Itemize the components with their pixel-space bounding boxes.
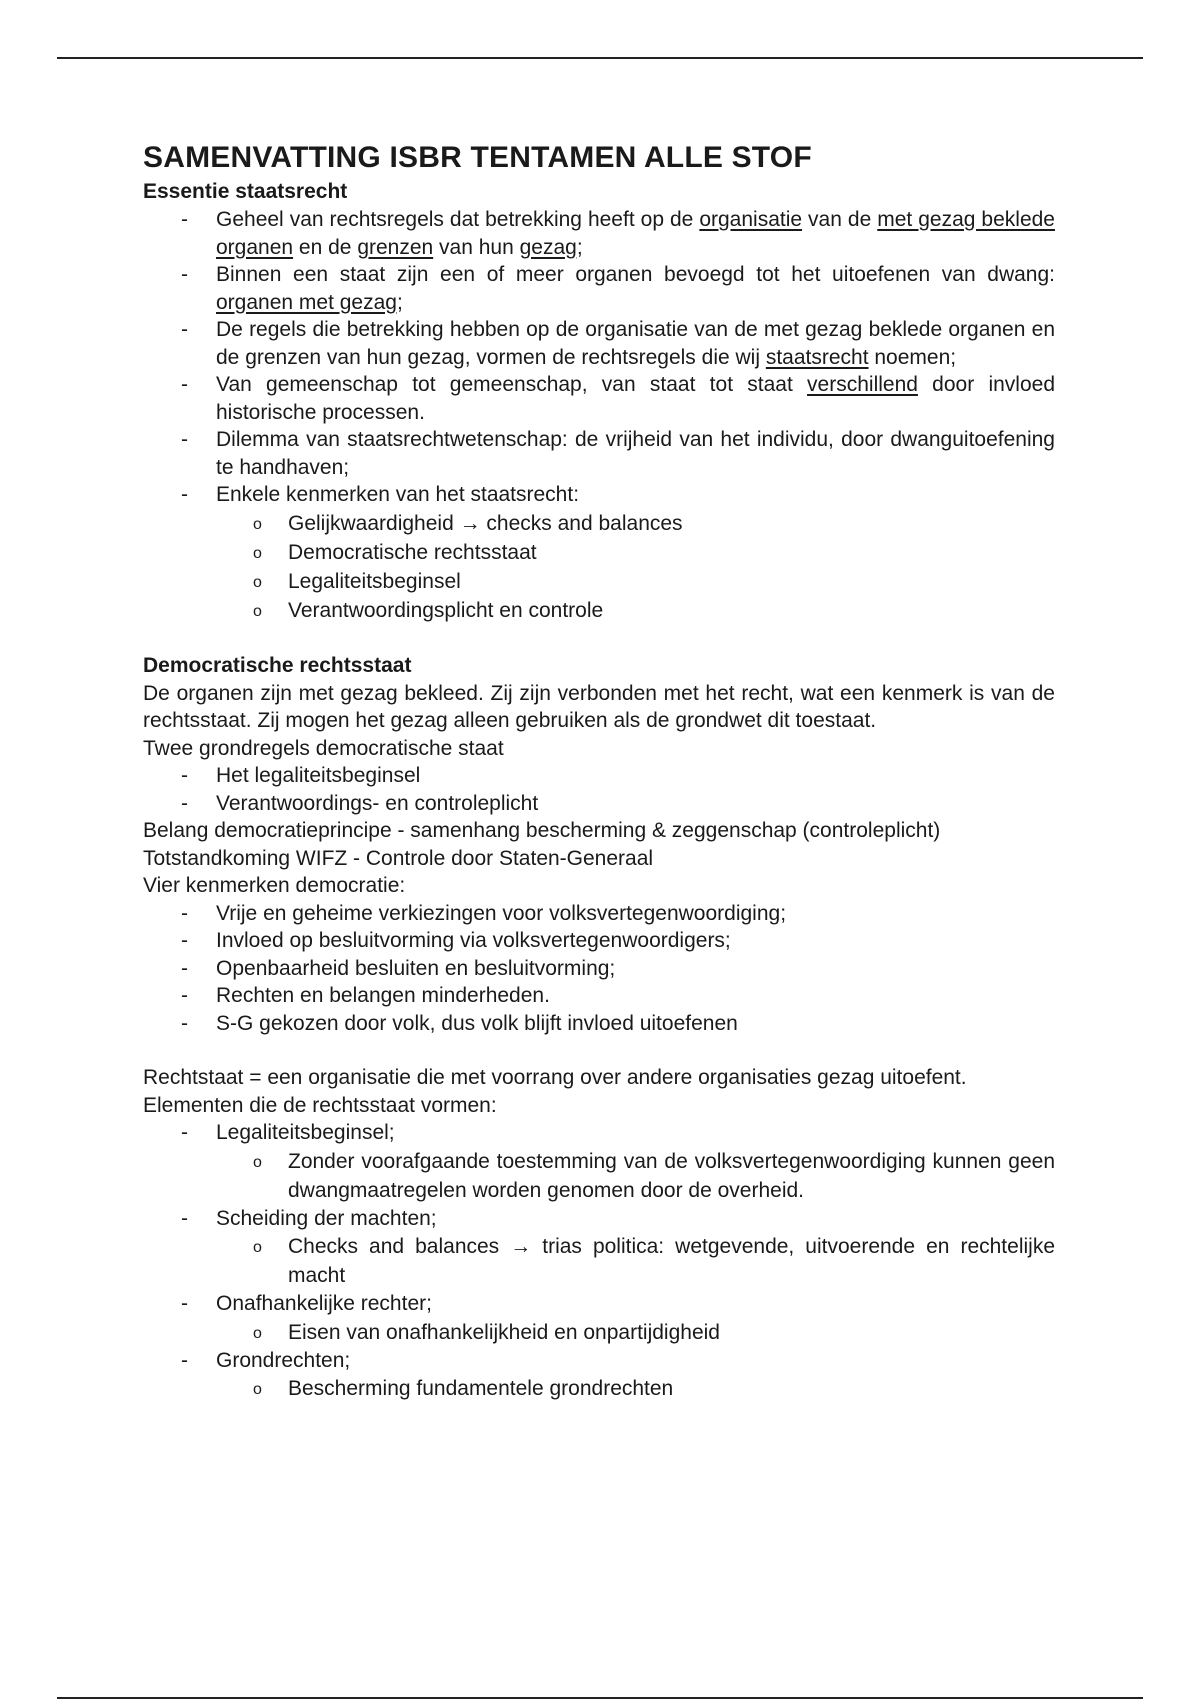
dash-bullet: - <box>181 428 188 451</box>
spacer <box>143 625 1055 652</box>
dash-bullet: - <box>181 929 188 952</box>
sublist-item: o Checks and balances → trias politica: wetgevende, uitvoerende en rechtelijke macht <box>253 1235 1055 1287</box>
paragraph: Vier kenmerken democratie: <box>143 874 406 897</box>
circle-bullet: o <box>253 1324 262 1342</box>
underlined-term: gezag <box>519 235 577 259</box>
paragraph: Twee grondregels democratische staat <box>143 736 504 760</box>
dash-bullet: - <box>181 208 188 231</box>
list-item: - S-G gekozen door volk, dus volk blijft invloed uitoefenen <box>143 1010 1055 1038</box>
elementen-list <box>143 1119 1055 1403</box>
paragraph: Rechtstaat = een organisatie die met voorrang over andere organisaties gezag uitoefent. <box>143 1066 967 1089</box>
list-item: - Scheiding der machten; o Checks and balances → trias politica: wetgevende, uitvoerende en rechtelijke macht <box>143 1205 1055 1291</box>
circle-bullet: o <box>253 602 262 620</box>
dash-bullet: - <box>181 1121 188 1144</box>
elementen-sublist <box>216 1318 1055 1347</box>
elementen-sublist <box>216 1374 1055 1403</box>
essentie-list <box>143 206 1055 625</box>
list-item: - Geheel van rechtsregels dat betrekking heeft op de organisatie van de met gezag beklede organen en de grenzen van hun gezag; <box>181 208 1055 259</box>
circle-bullet: o <box>253 1239 262 1256</box>
dash-bullet: - <box>181 373 188 396</box>
list-item: - De regels die betrekking hebben op de organisatie van de met gezag beklede organen en de grenzen van hun gezag, vormen de rechtsregels die wij staatsrecht noemen; <box>181 318 1055 369</box>
spacer <box>143 1037 1055 1064</box>
sublist-item: o Eisen van onafhankelijkheid en onpartijdigheid <box>143 1318 1055 1347</box>
underlined-term: organisatie <box>699 208 803 231</box>
list-item: - Onafhankelijke rechter; o Eisen van onafhankelijkheid en onpartijdigheid <box>143 1290 1055 1347</box>
kenmerken-sublist <box>216 509 1055 625</box>
dash-bullet: - <box>181 263 188 286</box>
list-item: - Binnen een staat zijn een of meer organen bevoegd tot het uitoefenen van dwang: organen met gezag; <box>181 263 1055 314</box>
header-rule <box>57 57 1143 59</box>
section-heading-democratische: Democratische rechtsstaat <box>143 653 412 677</box>
dash-bullet: - <box>181 956 188 980</box>
sublist-item: o Gelijkwaardigheid → checks and balances <box>143 509 1055 538</box>
sublist-item: o Legaliteitsbeginsel <box>143 567 1055 596</box>
circle-bullet: o <box>253 515 262 533</box>
circle-bullet: o <box>253 1153 262 1171</box>
sublist-item: o Bescherming fundamentele grondrechten <box>143 1374 1055 1403</box>
dash-bullet: - <box>181 318 188 341</box>
list-item: - Enkele kenmerken van het staatsrecht: o Gelijkwaardigheid → checks and balances o Democratische rechtsstaat o Legaliteitsbeginsel o Verantwoordingsplicht en controle <box>143 481 1055 625</box>
document-title: SAMENVATTING ISBR TENTAMEN ALLE STOF <box>143 141 812 174</box>
list-item: - Het legaliteitsbeginsel <box>143 762 1055 790</box>
dash-bullet: - <box>181 1206 188 1230</box>
circle-bullet: o <box>253 573 262 591</box>
footer-rule <box>57 1697 1143 1699</box>
sublist-item: o Verantwoordingsplicht en controle <box>143 596 1055 625</box>
circle-bullet: o <box>253 1381 262 1398</box>
list-item: - Rechten en belangen minderheden. <box>143 982 1055 1010</box>
list-item: - Grondrechten; o Bescherming fundamentele grondrechten <box>143 1347 1055 1404</box>
underlined-term: organen met gezag <box>216 290 397 314</box>
paragraph: Elementen die de rechtsstaat vormen: <box>143 1093 497 1117</box>
dash-bullet: - <box>181 1348 188 1372</box>
dash-bullet: - <box>181 791 188 815</box>
document-page <box>143 140 1055 1403</box>
circle-bullet: o <box>253 544 262 562</box>
elementen-sublist <box>216 1147 1055 1205</box>
list-item: - Openbaarheid besluiten en besluitvorming; <box>143 955 1055 983</box>
grondregels-list <box>143 762 1055 817</box>
sublist-item: o Zonder voorafgaande toestemming van de volksvertegenwoordiging kunnen geen dwangmaatregelen worden genomen door de overheid. <box>253 1149 1055 1202</box>
section-heading-essentie: Essentie staatsrecht <box>143 180 348 203</box>
paragraph: De organen zijn met gezag bekleed. Zij zijn verbonden met het recht, wat een kenmerk is van de rechtsstaat. Zij mogen het gezag alleen gebruiken als de grondwet dit toestaat. <box>143 681 1055 732</box>
paragraph: Totstandkoming WIFZ - Controle door Staten-Generaal <box>143 846 654 870</box>
list-item: - Verantwoordings- en controleplicht <box>143 790 1055 818</box>
dash-bullet: - <box>181 764 188 787</box>
dash-bullet: - <box>181 483 188 506</box>
list-item: - Invloed op besluitvorming via volksvertegenwoordigers; <box>143 927 1055 955</box>
dash-bullet: - <box>181 901 188 925</box>
list-item: - Van gemeenschap tot gemeenschap, van staat tot staat verschillend door invloed historische processen. <box>181 373 1056 424</box>
underlined-term: met gezag beklede organen <box>216 208 1055 259</box>
elementen-sublist <box>216 1232 1055 1290</box>
sublist-item: o Democratische rechtsstaat <box>143 538 1055 567</box>
dash-bullet: - <box>181 1011 188 1035</box>
kenmerken-democratie-list <box>143 900 1055 1038</box>
list-item: - Vrije en geheime verkiezingen voor volksvertegenwoordiging; <box>143 900 1055 928</box>
paragraph: Belang democratieprincipe - samenhang bescherming & zeggenschap (controleplicht) <box>143 819 941 842</box>
dash-bullet: - <box>181 984 188 1007</box>
dash-bullet: - <box>181 1292 188 1315</box>
underlined-term: staatsrecht <box>765 345 869 369</box>
underlined-term: verschillend <box>807 373 918 396</box>
underlined-term: grenzen <box>357 235 434 259</box>
list-item: - Legaliteitsbeginsel; o Zonder voorafgaande toestemming van de volksvertegenwoordiging kunnen geen dwangmaatregelen worden genomen door de overheid. <box>143 1119 1055 1205</box>
list-item: - Dilemma van staatsrechtwetenschap: de vrijheid van het individu, door dwanguitoefening te handhaven; <box>181 428 1055 479</box>
